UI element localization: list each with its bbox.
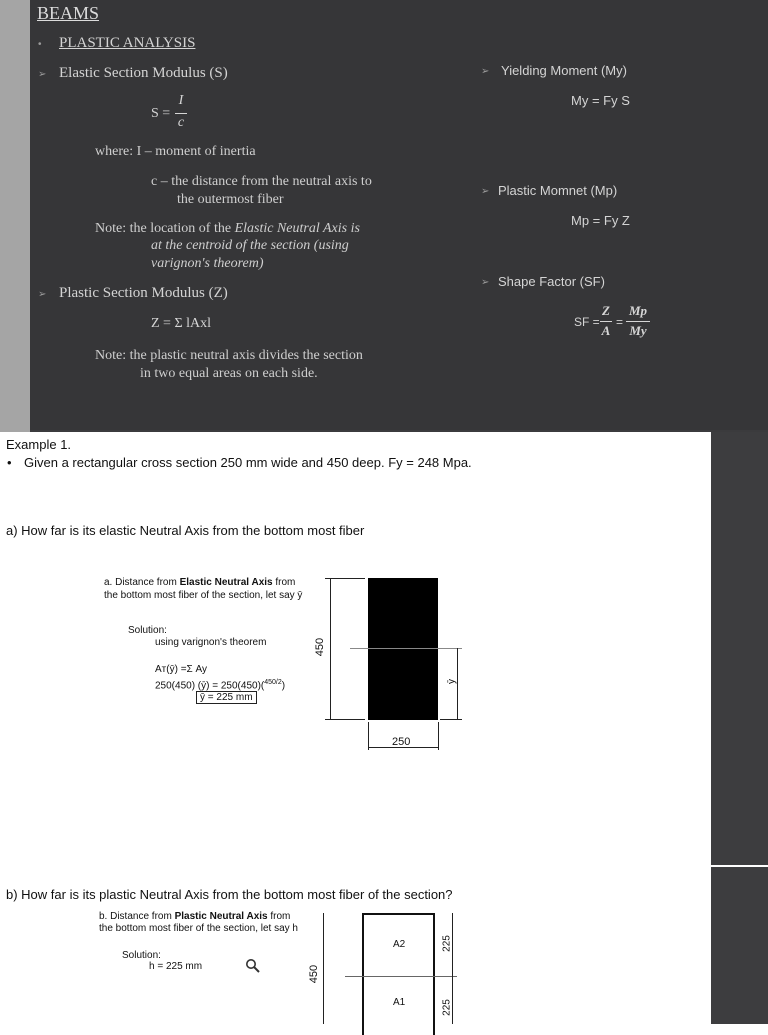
figb-h-value: h = 225 mm xyxy=(149,961,203,972)
plastic-neutral-axis-line xyxy=(345,976,457,977)
figa-result: ȳ = 225 mm xyxy=(196,691,257,704)
neutral-axis-line xyxy=(350,648,462,649)
slide-left-strip xyxy=(0,0,30,432)
question-a: a) How far is its elastic Neutral Axis from the bottom most fiber xyxy=(6,523,365,538)
arrow-bullet-icon: ➢ xyxy=(481,186,490,197)
figa-eq1: Aт(ȳ) =Σ Ay xyxy=(155,664,207,675)
figa-method: using varignon's theorem xyxy=(155,637,267,648)
dim-extension-line xyxy=(368,722,369,750)
figb-area-top: A2 xyxy=(393,939,406,950)
note2-line1: Note: the plastic neutral axis divides the section xyxy=(95,348,363,363)
figa-eq2: 250(450) (ȳ) = 250(450)($^{450/2}$) xyxy=(155,679,286,692)
question-b: b) How far is its plastic Neutral Axis from the bottom most fiber of the section? xyxy=(6,887,453,902)
sf-z: Z xyxy=(602,303,610,318)
sf-mp: Mp xyxy=(628,303,648,318)
dim-line-height xyxy=(323,913,324,1024)
right-sidebar-upper xyxy=(711,432,768,865)
figa-dim-width: 250 xyxy=(392,736,411,748)
figb-dim-height: 450 xyxy=(308,964,320,984)
esm-heading: Elastic Section Modulus (S) xyxy=(59,65,228,81)
my-formula: My = Fy S xyxy=(571,93,630,108)
note1-line3: varignon's theorem) xyxy=(151,256,264,271)
figb-dim-top: 225 xyxy=(441,935,453,952)
sf-a: A xyxy=(601,323,611,338)
right-sidebar-lower xyxy=(711,867,768,1024)
mp-formula: Mp = Fy Z xyxy=(571,213,630,228)
slide-title: BEAMS xyxy=(37,3,100,23)
figa-solution: Solution: xyxy=(128,625,167,636)
dim-extension-line xyxy=(438,722,439,750)
arrow-bullet-icon: ➢ xyxy=(481,66,490,77)
arrow-bullet-icon: ➢ xyxy=(38,69,47,80)
bullet-icon: • xyxy=(7,455,12,470)
sf-fraction-bar-1 xyxy=(600,321,612,322)
arrow-bullet-icon: ➢ xyxy=(38,289,47,300)
z-formula: Z = Σ lAxl xyxy=(151,316,211,331)
dim-extension-line xyxy=(440,719,462,720)
s-formula-lhs: S = xyxy=(151,106,171,121)
figb-line1: b. Distance from Plastic Neutral Axis from xyxy=(99,911,291,922)
s-formula-numerator: I xyxy=(178,93,184,108)
example-title: Example 1. xyxy=(6,437,72,452)
dim-extension-line xyxy=(325,719,365,720)
beam-section-outline xyxy=(362,913,435,1035)
sf-equals: = xyxy=(616,315,624,329)
example-given: Given a rectangular cross section 250 mm wide and 450 deep. Fy = 248 Mpa. xyxy=(24,455,472,470)
figa-line2: the bottom most fiber of the section, let say ȳ xyxy=(104,590,303,601)
figa-line1: a. Distance from Elastic Neutral Axis from xyxy=(104,577,296,588)
c-def-line1: c – the distance from the neutral axis to xyxy=(151,174,372,189)
slide-panel xyxy=(0,0,768,432)
c-def-line2: the outermost fiber xyxy=(177,192,284,207)
note1-line2: at the centroid of the section (using xyxy=(151,238,349,253)
sf-lhs: SF = xyxy=(574,315,600,329)
magnifier-icon[interactable] xyxy=(245,958,261,974)
figb-solution: Solution: xyxy=(122,950,161,961)
slide-subtitle: PLASTIC ANALYSIS xyxy=(59,35,196,51)
my-heading: Yielding Moment (My) xyxy=(501,63,627,78)
sf-my: My xyxy=(629,323,647,338)
psm-heading: Plastic Section Modulus (Z) xyxy=(59,285,228,301)
where-text: where: I – moment of inertia xyxy=(95,144,256,159)
mp-heading: Plastic Momnet (Mp) xyxy=(498,183,618,198)
beam-section-solid xyxy=(368,578,438,720)
figb-dim-bottom: 225 xyxy=(441,999,453,1016)
bullet-icon: • xyxy=(38,39,42,50)
arrow-bullet-icon: ➢ xyxy=(481,277,490,288)
s-formula-denominator: c xyxy=(177,115,185,130)
figb-line2: the bottom most fiber of the section, let say h xyxy=(99,923,298,934)
figb-area-bottom: A1 xyxy=(393,997,406,1008)
sf-heading: Shape Factor (SF) xyxy=(498,274,605,289)
dim-extension-line xyxy=(325,578,365,579)
figa-dim-height: 450 xyxy=(314,637,326,657)
note1-line1: Note: the location of the Elastic Neutral Axis is xyxy=(95,221,360,236)
figa-dim-ybar: ȳ xyxy=(446,679,458,684)
dim-line-height xyxy=(330,578,331,720)
s-fraction-bar xyxy=(175,113,187,114)
note2-line2: in two equal areas on each side. xyxy=(140,366,318,381)
sf-fraction-bar-2 xyxy=(626,321,650,322)
